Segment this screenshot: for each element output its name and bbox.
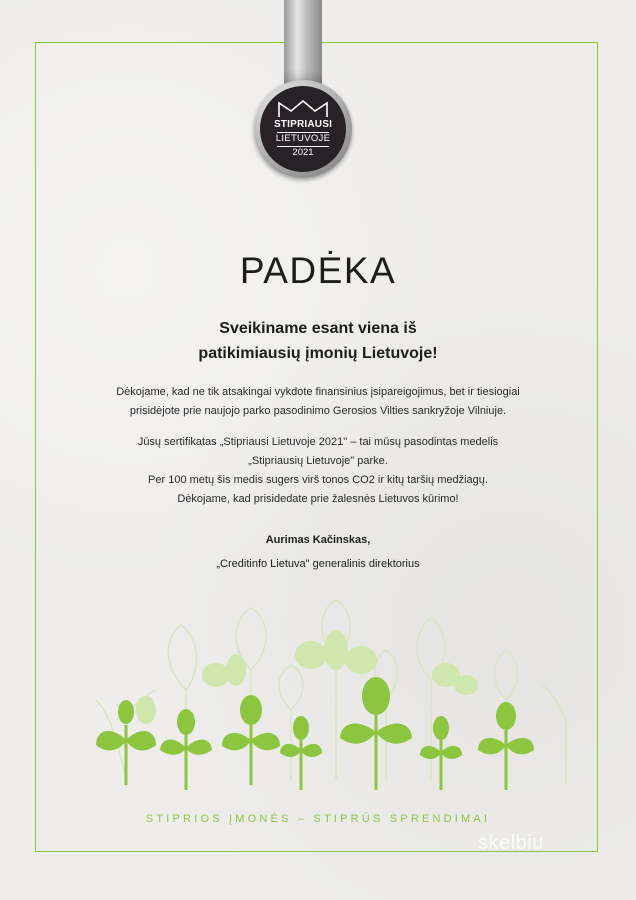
seedling-illustration xyxy=(36,600,598,800)
paragraph-line: Dėkojame, kad prisidedate prie žalesnės Lietuvos kūrimo! xyxy=(177,493,459,505)
sprout xyxy=(160,709,212,790)
medal-face xyxy=(260,86,346,172)
subtitle-line: Sveikiname esant viena iš xyxy=(219,320,417,337)
paragraph-line: Per 100 metų šis medis sugers virš tonos CO2 ir kitų taršių medžiagų. xyxy=(148,474,488,486)
outline-sprouts-decoration xyxy=(96,600,566,785)
sprout xyxy=(280,716,322,790)
award-medal xyxy=(254,80,352,178)
badge-line-2: LIETUVOJE xyxy=(275,133,331,144)
sprout xyxy=(420,716,462,790)
signer-role: „Creditinfo Lietuva" generalinis direktorius xyxy=(216,558,420,570)
signer-name: Aurimas Kačinskas, xyxy=(265,534,371,546)
paragraph-line: Dėkojame, kad ne tik atsakingai vykdote finansinius įsipareigojimus, bet ir tiesiogiai xyxy=(116,386,520,398)
certificate-subtitle xyxy=(0,316,636,366)
site-watermark: skelbiu xyxy=(478,832,544,854)
badge-line-3: 2021 xyxy=(292,147,314,158)
badge-line-1: STIPRIAUSI xyxy=(273,119,333,130)
paragraph-line: prisidėjote prie naujojo parko pasodinimo Gerosios Vilties sankryžoje Vilniuje. xyxy=(129,405,507,417)
subtitle-line: patikimiausių įmonių Lietuvoje! xyxy=(198,345,438,362)
sprout xyxy=(478,702,534,790)
crown-icon xyxy=(277,99,329,119)
footer-motto: STIPRIOS ĮMONĖS – STIPRŪS SPRENDIMAI xyxy=(145,813,491,825)
paragraph-line: „Stipriausių Lietuvoje" parke. xyxy=(248,455,388,467)
certificate-paragraph xyxy=(0,433,636,509)
thanks-paragraph xyxy=(0,383,636,421)
certificate-title: PADĖKA xyxy=(239,250,397,291)
sprout xyxy=(340,677,412,790)
paragraph-line: Jūsų sertifikatas „Stipriausi Lietuvoje 2021" – tai mūsų pasodintas medelis xyxy=(137,436,499,448)
sprout xyxy=(222,695,280,785)
